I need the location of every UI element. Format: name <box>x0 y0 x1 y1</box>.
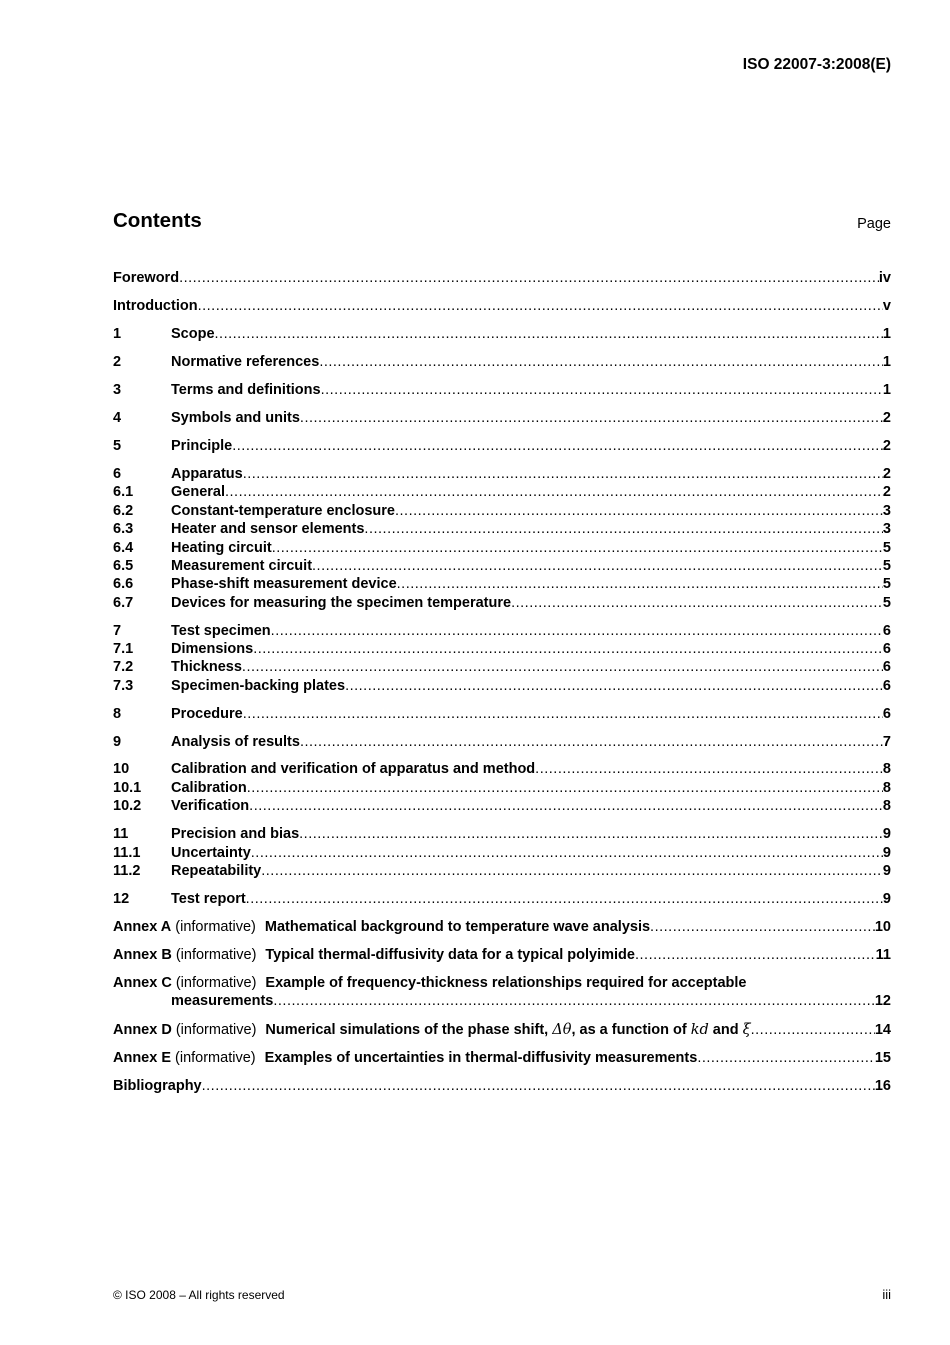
dot-leader <box>321 381 883 399</box>
toc-entry-page: 6 <box>882 706 891 722</box>
dot-leader <box>251 844 883 862</box>
toc-entry-11-1[interactable] <box>113 844 891 862</box>
toc-entry-number: 7.1 <box>113 641 134 657</box>
toc-entry-title: Examples of uncertainties in thermal-diffusivity measurements <box>264 1050 698 1066</box>
annex-kind: (informative) <box>175 1022 257 1038</box>
page-column-label: Page <box>857 216 891 232</box>
toc-entry-title: Heating circuit <box>171 540 272 556</box>
dot-leader <box>397 575 883 593</box>
kd-symbol: kd <box>690 1022 709 1038</box>
toc-entry-number: 10 <box>113 761 130 777</box>
toc-entry-number: 11.1 <box>113 845 141 861</box>
toc-entry-page: 15 <box>874 1050 891 1066</box>
toc-entry-page: 6 <box>882 678 891 694</box>
toc-entry-page: 9 <box>882 863 891 879</box>
toc-entry-page: 7 <box>882 734 891 750</box>
page-number: iii <box>882 1287 891 1302</box>
toc-entry-page: 8 <box>882 798 891 814</box>
toc-entry-7-1[interactable] <box>113 640 891 658</box>
dot-leader <box>650 918 875 936</box>
toc-entry-title-part: Numerical simulations of the phase shift, <box>265 1022 553 1038</box>
dot-leader <box>246 890 883 908</box>
dot-leader <box>271 622 883 640</box>
toc-entry-1[interactable] <box>113 325 891 343</box>
toc-entry-title: Devices for measuring the specimen temperature <box>171 595 512 611</box>
toc-entry-page: 6 <box>882 623 891 639</box>
dot-leader <box>247 779 883 797</box>
toc-entry-title: General <box>171 484 225 500</box>
toc-entry-annex-d[interactable] <box>113 1021 891 1039</box>
toc-entry-page: v <box>882 298 891 314</box>
toc-entry-11[interactable] <box>113 825 891 843</box>
toc-entry-4[interactable] <box>113 409 891 427</box>
toc-entry-title: Heater and sensor elements <box>171 521 365 537</box>
toc-entry-page: 9 <box>882 826 891 842</box>
annex-kind: (informative) <box>175 947 257 963</box>
toc-entry-title: Bibliography <box>113 1078 202 1094</box>
toc-entry-number: 11 <box>113 826 129 842</box>
toc-entry-11-2[interactable] <box>113 862 891 880</box>
toc-entry-number: 6.2 <box>113 503 134 519</box>
toc-entry-title: Test specimen <box>171 623 271 639</box>
dot-leader <box>535 760 883 778</box>
delta-theta-symbol: Δθ <box>552 1022 572 1038</box>
toc-entry-number: 6.4 <box>113 540 134 556</box>
toc-entry-title: Scope <box>171 326 215 342</box>
dot-leader <box>697 1049 875 1067</box>
toc-entry-title: Constant-temperature enclosure <box>171 503 395 519</box>
toc-entry-page: 2 <box>882 466 891 482</box>
annex-kind: (informative) <box>175 975 257 991</box>
annex-label: Annex E <box>113 1050 172 1066</box>
toc-entry-number: 6.6 <box>113 576 134 592</box>
xi-symbol: ξ <box>742 1022 751 1038</box>
toc-entry-page: 8 <box>882 761 891 777</box>
toc-entry-title: Symbols and units <box>171 410 300 426</box>
toc-entry-annex-c-continued[interactable] <box>171 992 891 1010</box>
dot-leader <box>272 539 883 557</box>
toc-entry-title: Analysis of results <box>171 734 300 750</box>
dot-leader <box>319 353 883 371</box>
toc-entry-5[interactable] <box>113 437 891 455</box>
toc-entry-number: 2 <box>113 354 122 370</box>
toc-entry-page: 14 <box>874 1022 891 1038</box>
toc-entry-number: 5 <box>113 438 122 454</box>
toc-entry-7[interactable] <box>113 622 891 640</box>
toc-entry-number: 11.2 <box>113 863 141 879</box>
dot-leader <box>202 1077 875 1095</box>
annex-label: Annex D <box>113 1022 172 1038</box>
toc-entry-number: 3 <box>113 382 122 398</box>
toc-entry-page: 16 <box>874 1078 891 1094</box>
toc-entry-number: 1 <box>113 326 122 342</box>
toc-entry-title: Normative references <box>171 354 320 370</box>
toc-entry-number: 7.3 <box>113 678 134 694</box>
dot-leader <box>635 946 876 964</box>
annex-label: Annex A <box>113 919 172 935</box>
toc-entry-7-2[interactable] <box>113 658 891 676</box>
toc-entry-annex-c[interactable] <box>113 974 891 992</box>
toc-entry-title: Apparatus <box>171 466 243 482</box>
toc-entry-6-3[interactable] <box>113 520 891 538</box>
dot-leader <box>511 594 883 612</box>
toc-entry-bibliography[interactable] <box>113 1077 891 1095</box>
toc-entry-12[interactable] <box>113 890 891 908</box>
toc-entry-page: 1 <box>882 382 891 398</box>
toc-entry-number: 4 <box>113 410 122 426</box>
toc-entry-page: 6 <box>882 641 891 657</box>
contents-title: Contents <box>113 209 202 232</box>
dot-leader <box>215 325 883 343</box>
toc-entry-number: 6.3 <box>113 521 134 537</box>
toc-entry-6-6[interactable] <box>113 575 891 593</box>
toc-entry-title: Calibration and verification of apparatus and method <box>171 761 536 777</box>
toc-entry-title: Foreword <box>113 270 180 286</box>
dot-leader <box>243 705 883 723</box>
dot-leader <box>364 520 883 538</box>
dot-leader <box>751 1021 875 1039</box>
dot-leader <box>261 862 883 880</box>
toc-entry-10[interactable] <box>113 760 891 778</box>
toc-entry-title: Measurement circuit <box>171 558 313 574</box>
dot-leader <box>312 557 883 575</box>
toc-entry-title-part: , as a function of <box>571 1022 691 1038</box>
toc-entry-page: 2 <box>882 410 891 426</box>
toc-entry-title <box>265 1021 750 1039</box>
toc-entry-number: 7.2 <box>113 659 134 675</box>
toc-entry-10-2[interactable] <box>113 797 891 815</box>
toc-entry-title: Typical thermal-diffusivity data for a typical polyimide <box>265 947 635 963</box>
toc-entry-10-1[interactable] <box>113 779 891 797</box>
dot-leader <box>273 992 875 1010</box>
dot-leader <box>345 677 883 695</box>
toc-entry-introduction[interactable] <box>113 297 891 315</box>
toc-entry-title: Uncertainty <box>171 845 251 861</box>
toc-entry-page: 5 <box>882 595 891 611</box>
toc-entry-annex-b[interactable] <box>113 946 891 964</box>
toc-entry-number: 8 <box>113 706 122 722</box>
toc-entry-page: 12 <box>874 993 891 1009</box>
toc-entry-title-continued: measurements <box>171 993 274 1009</box>
toc-entry-page: 6 <box>882 659 891 675</box>
toc-entry-6[interactable] <box>113 465 891 483</box>
toc-entry-title: Mathematical background to temperature wave analysis <box>264 919 651 935</box>
toc-entry-title: Introduction <box>113 298 198 314</box>
toc-entry-number: 9 <box>113 734 122 750</box>
toc-entry-number: 6.5 <box>113 558 134 574</box>
dot-leader <box>242 658 883 676</box>
toc-entry-title-part: and <box>708 1022 743 1038</box>
toc-entry-foreword[interactable] <box>113 269 891 287</box>
toc-entry-title: Principle <box>171 438 233 454</box>
annex-label: Annex B <box>113 947 172 963</box>
dot-leader <box>299 825 883 843</box>
toc-entry-title: Verification <box>171 798 250 814</box>
annex-label: Annex C <box>113 975 172 991</box>
toc-entry-number: 7 <box>113 623 122 639</box>
toc-entry-6-2[interactable] <box>113 502 891 520</box>
toc-entry-6-5[interactable] <box>113 557 891 575</box>
toc-entry-title: Example of frequency-thickness relationships required for acceptable <box>265 975 747 991</box>
toc-entry-number: 6 <box>113 466 122 482</box>
annex-kind: (informative) <box>175 1050 256 1066</box>
toc-entry-page: 1 <box>882 326 891 342</box>
toc-entry-page: 3 <box>882 521 891 537</box>
document-id: ISO 22007-3:2008(E) <box>742 56 891 73</box>
toc-entry-title: Phase-shift measurement device <box>171 576 397 592</box>
toc-entry-page: iv <box>878 270 891 286</box>
dot-leader <box>198 297 883 315</box>
toc-entry-title: Procedure <box>171 706 243 722</box>
dot-leader <box>243 465 883 483</box>
toc-entry-page: 2 <box>882 484 891 500</box>
toc-entry-page: 11 <box>875 947 891 963</box>
toc-entry-9[interactable] <box>113 733 891 751</box>
toc-entry-3[interactable] <box>113 381 891 399</box>
copyright-notice: © ISO 2008 – All rights reserved <box>113 1288 285 1302</box>
dot-leader <box>225 483 883 501</box>
toc-entry-title: Test report <box>171 891 246 907</box>
toc-entry-annex-e[interactable] <box>113 1049 891 1067</box>
annex-kind: (informative) <box>175 919 256 935</box>
toc-entry-title: Specimen-backing plates <box>171 678 346 694</box>
toc-entry-6-7[interactable] <box>113 594 891 612</box>
toc-entry-8[interactable] <box>113 705 891 723</box>
toc-entry-page: 5 <box>882 576 891 592</box>
toc-entry-number: 6.1 <box>113 484 134 500</box>
toc-entry-title: Thickness <box>171 659 242 675</box>
toc-entry-title: Calibration <box>171 780 247 796</box>
dot-leader <box>300 409 883 427</box>
toc-entry-6-1[interactable] <box>113 483 891 501</box>
dot-leader <box>232 437 883 455</box>
toc-entry-number: 10.2 <box>113 798 142 814</box>
toc-entry-page: 3 <box>882 503 891 519</box>
toc-entry-page: 5 <box>882 558 891 574</box>
toc-entry-page: 2 <box>882 438 891 454</box>
dot-leader <box>179 269 879 287</box>
toc-entry-number: 12 <box>113 891 130 907</box>
toc-entry-annex-a[interactable] <box>113 918 891 936</box>
toc-entry-page: 10 <box>874 919 891 935</box>
dot-leader <box>253 640 883 658</box>
toc-entry-page: 8 <box>882 780 891 796</box>
dot-leader <box>300 733 883 751</box>
toc-entry-page: 9 <box>882 891 891 907</box>
toc-entry-page: 9 <box>882 845 891 861</box>
dot-leader <box>395 502 883 520</box>
toc-entry-title: Precision and bias <box>171 826 300 842</box>
dot-leader <box>249 797 883 815</box>
toc-entry-number: 6.7 <box>113 595 134 611</box>
toc-entry-title: Repeatability <box>171 863 262 879</box>
toc-entry-7-3[interactable] <box>113 677 891 695</box>
toc-entry-number: 10.1 <box>113 780 142 796</box>
toc-entry-title: Terms and definitions <box>171 382 321 398</box>
toc-entry-page: 5 <box>882 540 891 556</box>
toc-entry-2[interactable] <box>113 353 891 371</box>
toc-entry-title: Dimensions <box>171 641 254 657</box>
toc-entry-6-4[interactable] <box>113 539 891 557</box>
toc-entry-page: 1 <box>882 354 891 370</box>
